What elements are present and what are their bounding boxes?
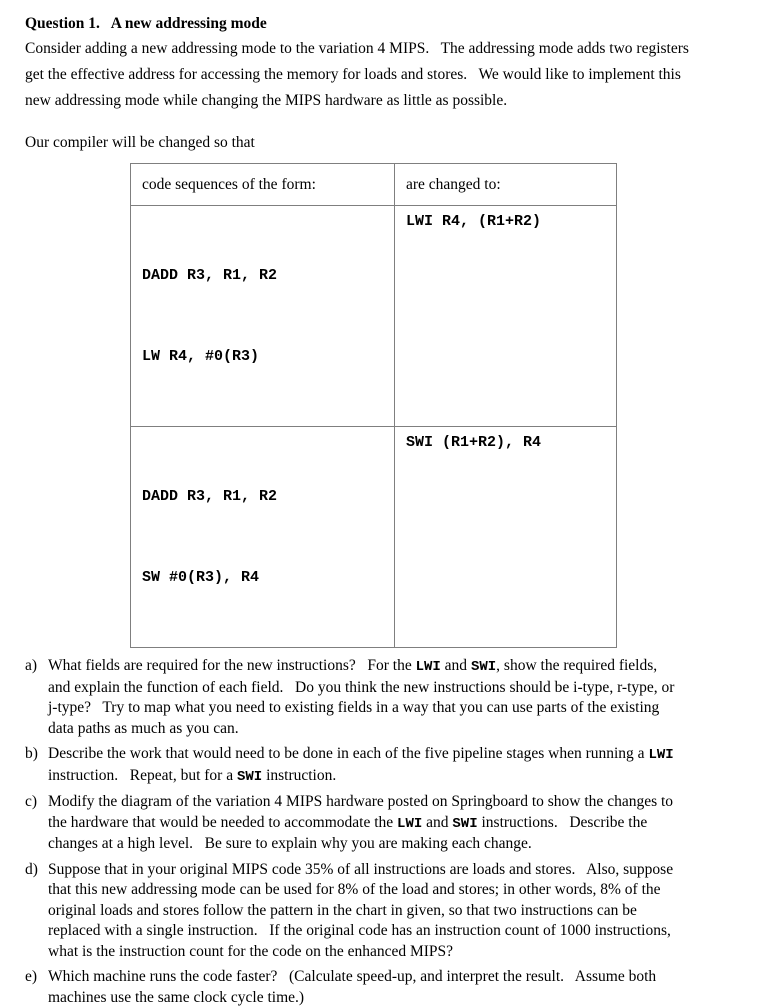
new-load-instruction: LWI R4, (R1+R2) — [395, 206, 617, 427]
question-heading: Question 1. A new addressing mode — [25, 15, 267, 32]
code-line: SW #0(R3), R4 — [142, 569, 260, 586]
question-item-d — [25, 860, 765, 963]
original-store-sequence — [131, 427, 395, 648]
item-label: b) — [25, 745, 38, 762]
original-load-sequence — [131, 206, 395, 427]
item-text: Suppose that in your original MIPS code 35% of all instructions are loads and stores. Also, suppose that this new addressing mode can be used for 8% of the load and stores; in other words, 8% of the original loads and stores follow the pattern in the chart in given, so that two instructions can be replaced with a single instruction. If the original code has an instruction count of 1000 instructions, what is the instruction count for the code on the enhanced MIPS? — [48, 860, 674, 960]
question-item-b — [25, 744, 765, 787]
item-label: e) — [25, 968, 38, 985]
item-label: a) — [25, 657, 38, 674]
table-row-load — [131, 206, 617, 427]
question-item-c — [25, 792, 765, 855]
new-store-instruction: SWI (R1+R2), R4 — [395, 427, 617, 648]
item-text: Which machine runs the code faster? (Calculate speed-up, and interpret the result. Assume both machines use the same clock cycle time.) — [48, 968, 657, 1006]
item-label: c) — [25, 793, 38, 810]
table-header-to: are changed to: — [395, 164, 617, 206]
item-text: What fields are required for the new instructions? For the LWI and SWI, show the required fields, and explain the function of each field. Do you think the new instructions should be i-type, r-type, or j-type? Try to map what you need to existing fields in a way that you can use parts of the existing data paths as much as you can. — [48, 657, 675, 737]
item-text: Describe the work that would need to be done in each of the five pipeline stages when running a LWI instruction. Repeat, but for a SWI instruction. — [48, 745, 674, 785]
table-header-row — [131, 164, 617, 206]
item-label: d) — [25, 860, 38, 878]
code-transformation-table — [130, 163, 617, 648]
table-header-from: code sequences of the form: — [131, 164, 395, 206]
code-line: DADD R3, R1, R2 — [142, 488, 278, 505]
code-line: LW R4, #0(R3) — [142, 348, 260, 365]
item-text: Modify the diagram of the variation 4 MIPS hardware posted on Springboard to show the changes to the hardware that would be needed to accommodate the LWI and SWI instructions. Describe the changes at a high level. Be sure to explain why you are making each change. — [48, 793, 674, 852]
question-parts-list — [25, 656, 765, 1008]
intro-paragraph: Consider adding a new addressing mode to the variation 4 MIPS. The addressing mode adds two registers get the effective address for accessing the memory for loads and stores. We would like to implement this new addressing mode while changing the MIPS hardware as little as possible. — [25, 40, 689, 109]
code-line: DADD R3, R1, R2 — [142, 267, 278, 284]
question-item-a — [25, 656, 765, 739]
question-item-e — [25, 967, 765, 1008]
compiler-intro-line: Our compiler will be changed so that — [25, 134, 255, 151]
table-row-store — [131, 427, 617, 648]
